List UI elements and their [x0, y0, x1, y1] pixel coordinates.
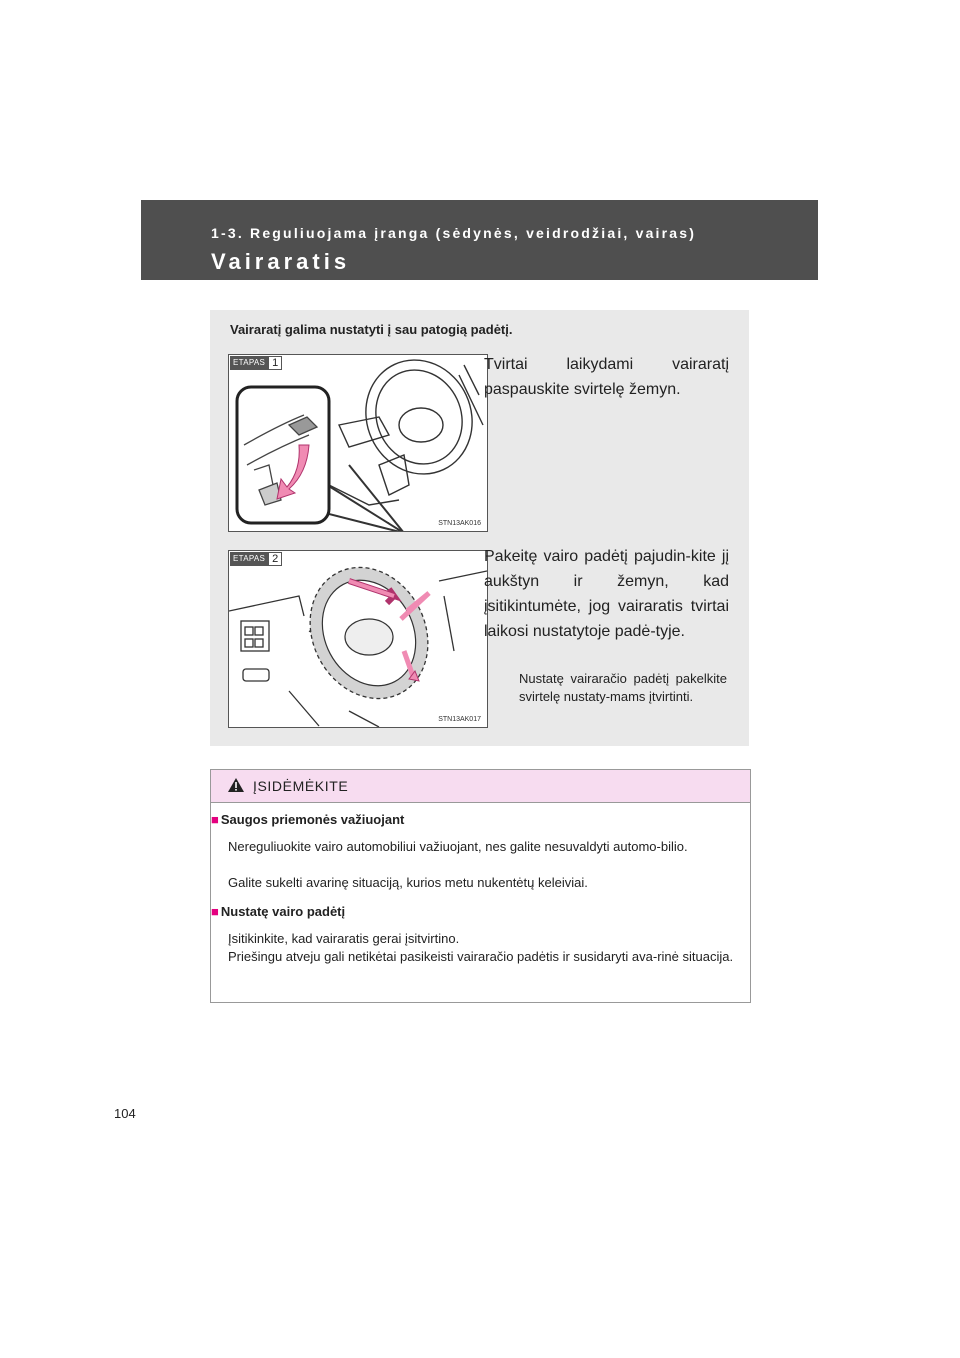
step-number: 2 — [268, 552, 282, 566]
step-2-note: Nustatę vairaračio padėtį pakelkite svirtelę nustaty-mams įtvirtinti. — [519, 671, 727, 704]
step-tag-label: ETAPAS — [230, 356, 268, 370]
intro-text: Vairaratį galima nustatyti į sau patogią padėtį. — [230, 322, 513, 337]
bullet-square-icon: ■ — [211, 904, 219, 919]
page-title: Vairaratis — [211, 249, 351, 274]
breadcrumb: 1-3. Reguliuojama įranga (sėdynės, veidrodžiai, vairas) — [211, 225, 697, 241]
section-header — [141, 200, 818, 280]
step-2-badge — [230, 552, 282, 566]
warning-body-2b: Priešingu atveju gali netikėtai pasikeisti vairaračio padėtis ir susidaryti ava-rinė situacija. — [228, 949, 734, 964]
bullet-square-icon: ■ — [211, 812, 219, 827]
step-tag-label: ETAPAS — [230, 552, 268, 566]
warning-heading-1 — [211, 812, 404, 827]
steering-lever-illustration — [229, 355, 487, 531]
warning-triangle-icon — [227, 777, 245, 793]
instruction-panel — [210, 310, 749, 746]
warning-box — [210, 769, 751, 1003]
step-1-badge — [230, 356, 282, 370]
step-2-text: Pakeitę vairo padėtį pajudin-kite jį aukštyn ir žemyn, kad įsitikintumėte, jog vairaratis tvirtai laikosi nustatytoje padė-tyje. — [484, 548, 729, 640]
steering-adjust-illustration — [229, 551, 487, 727]
figure-code: STN13AK016 — [438, 520, 481, 527]
warning-body-2: Įsitikinkite, kad vairaratis gerai įsitvirtino. — [228, 931, 460, 946]
figure-code: STN13AK017 — [438, 716, 481, 723]
warning-heading-text: Saugos priemonės važiuojant — [220, 812, 405, 827]
warning-body-1b: Galite sukelti avarinę situaciją, kurios metu nukentėtų keleiviai. — [228, 875, 588, 890]
step-2-illustration — [228, 550, 488, 728]
step-number: 1 — [268, 356, 282, 370]
warning-heading-text: Nustatę vairo padėtį — [220, 904, 346, 919]
warning-title: ĮSIDĖMĖKITE — [253, 778, 349, 794]
warning-heading-2 — [211, 904, 345, 919]
step-1-illustration — [228, 354, 488, 532]
step-1-text: Tvirtai laikydami vairaratį paspauskite svirtelę žemyn. — [484, 356, 729, 398]
page-number: 104 — [114, 1106, 136, 1121]
warning-body-1: Nereguliuokite vairo automobiliui važiuojant, nes galite nesuvaldyti automo-bilio. — [228, 839, 688, 854]
warning-header — [211, 770, 750, 803]
